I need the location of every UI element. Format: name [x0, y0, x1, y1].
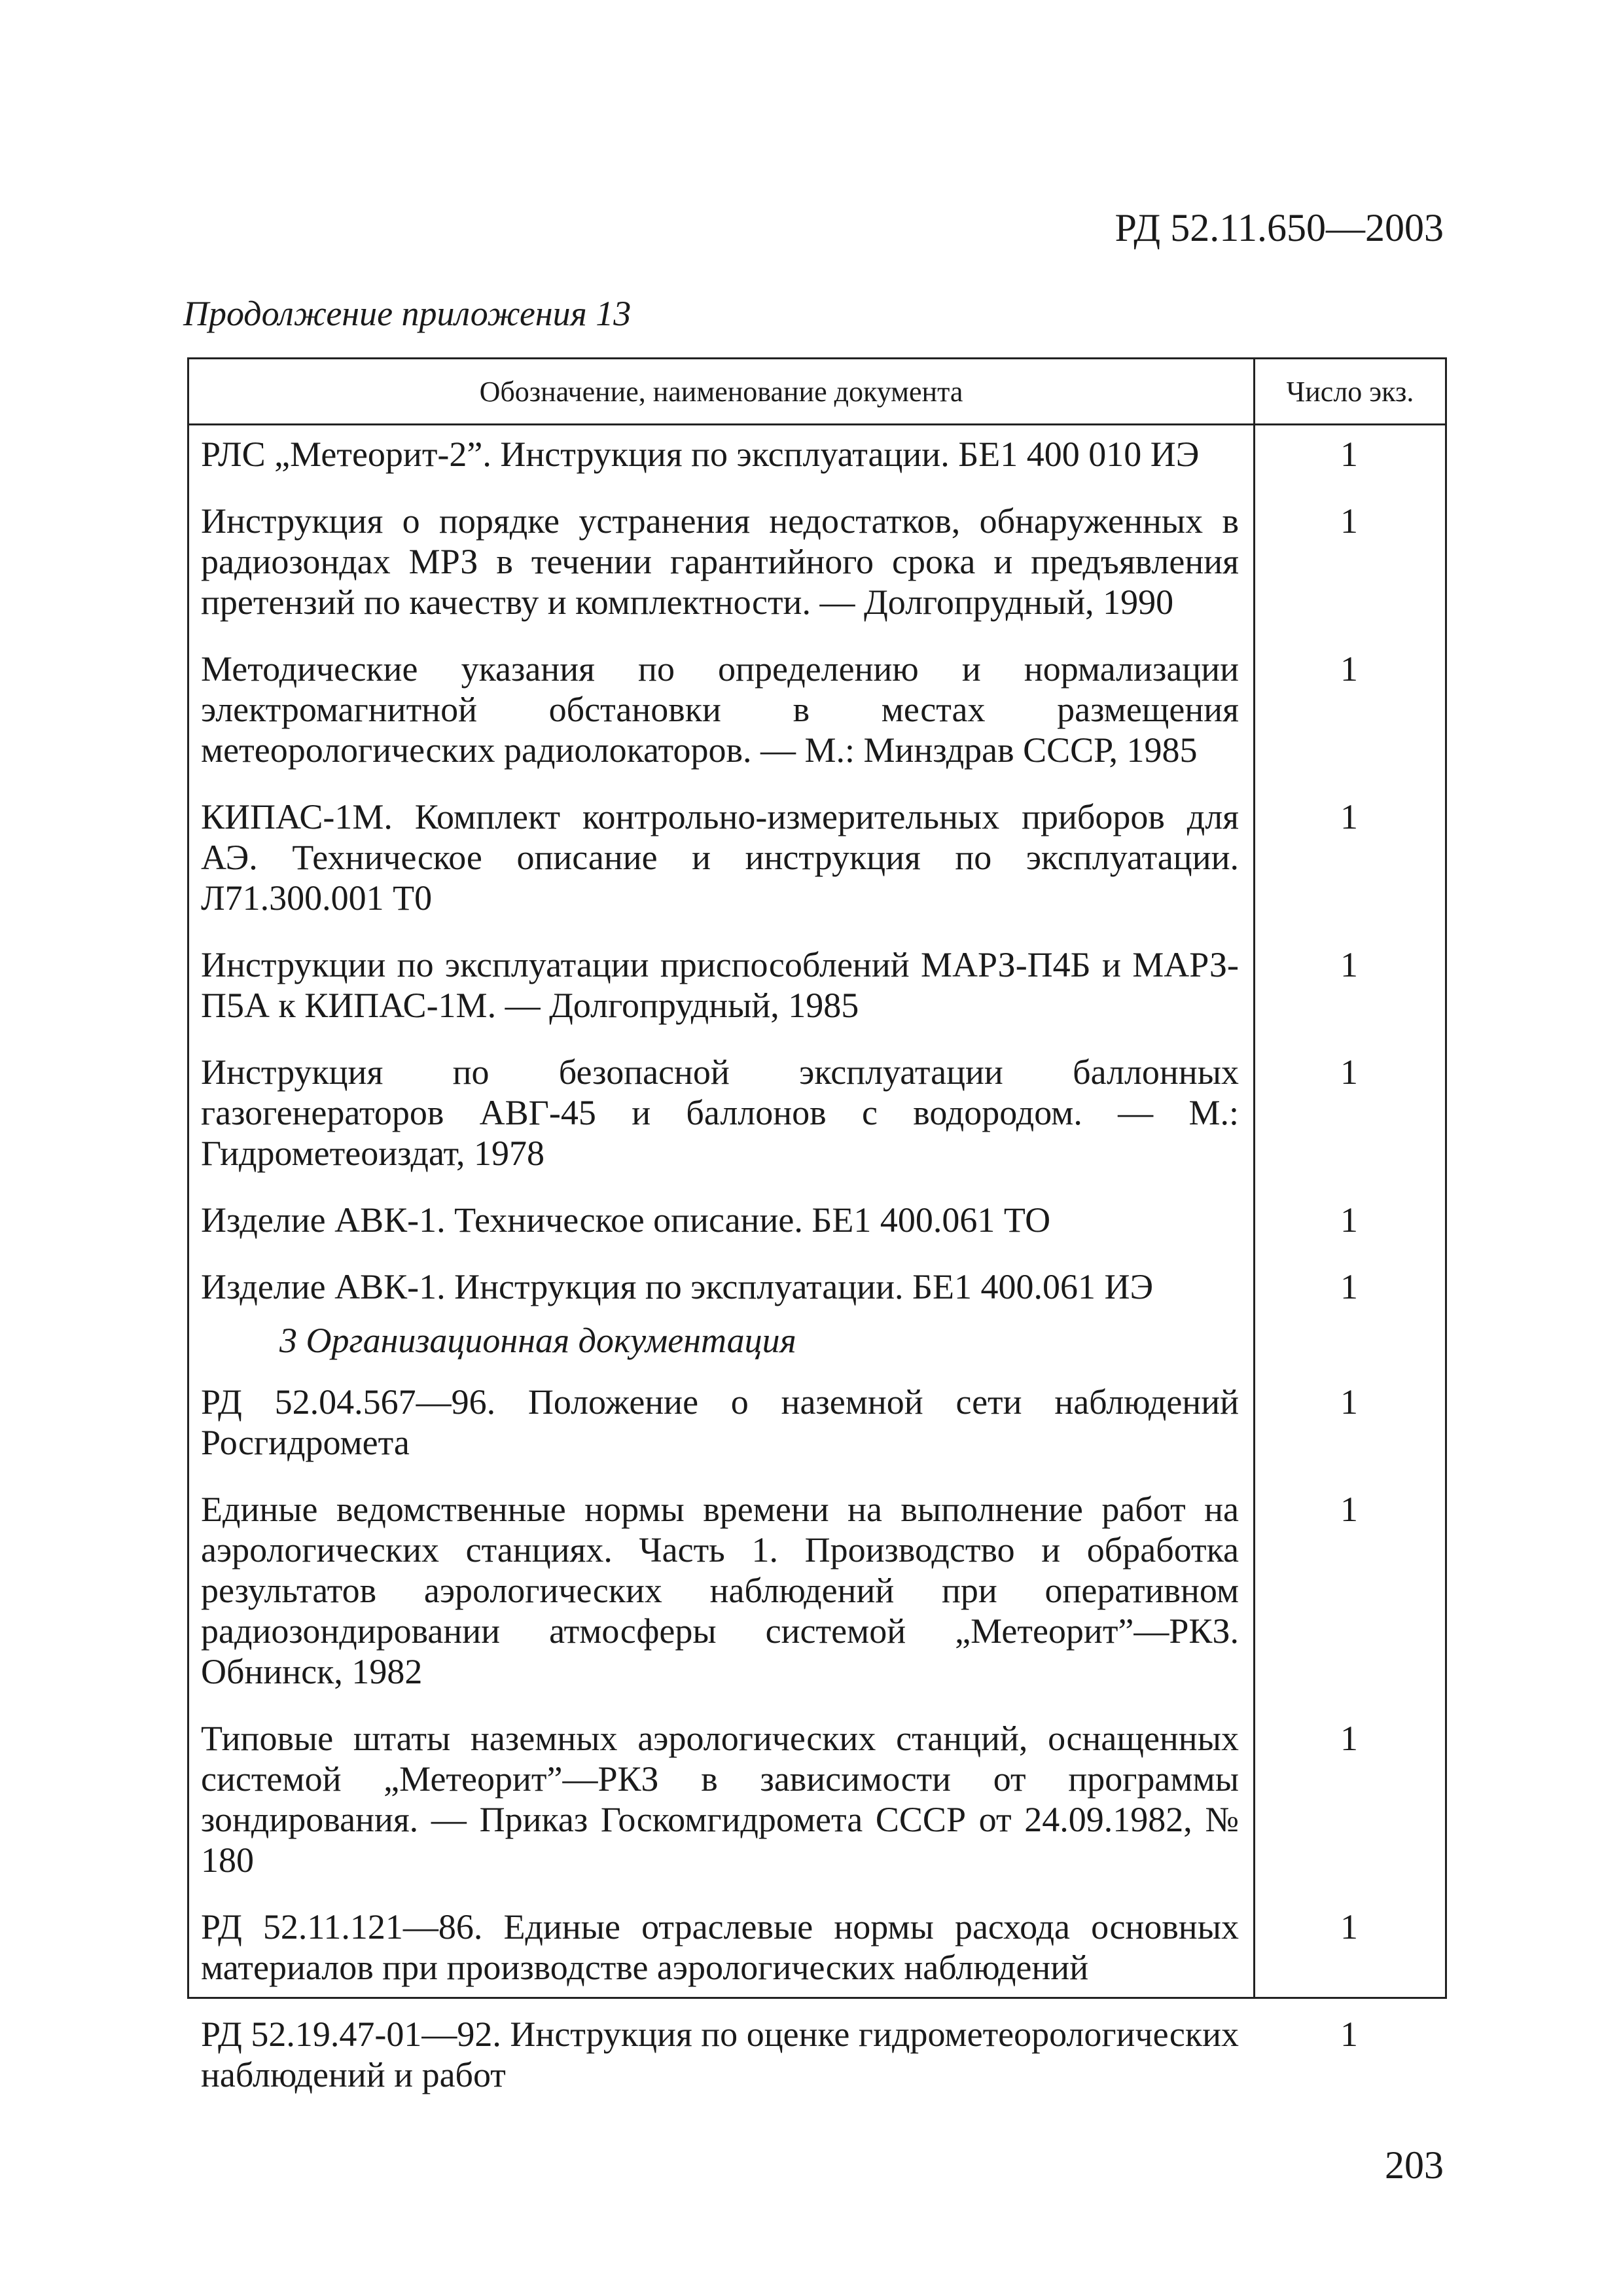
table-row	[189, 944, 1445, 1026]
row-copies-count: 1	[1340, 1719, 1358, 1758]
row-document-name: Изделие АВК-1. Техническое описание. БЕ1 400.061 ТО	[201, 1200, 1051, 1240]
table-row	[189, 1382, 1445, 1463]
table-row	[189, 1052, 1445, 1174]
continuation-caption: Продолжение приложения 13	[183, 294, 632, 333]
row-copies-count: 1	[1340, 945, 1358, 984]
documents-table	[187, 357, 1447, 2094]
row-document-name: РД 52.19.47-01—92. Инструкция по оценке гидрометеорологических наблюдений и работ	[201, 2015, 1239, 2094]
row-copies-count: 1	[1340, 501, 1358, 541]
table-row	[189, 649, 1445, 770]
row-copies-count: 1	[1340, 1052, 1358, 1092]
row-document-name: Инструкция по безопасной эксплуатации баллонных газогенераторов АВГ-45 и баллонов с водородом. — М.: Гидрометеоиздат, 1978	[201, 1052, 1239, 1173]
row-document-name: КИПАС-1М. Комплект контрольно-измерительных приборов для АЭ. Техническое описание и инструкция по эксплуатации. Л71.300.001 Т0	[201, 797, 1239, 918]
section-heading: 3 Организационная документация	[279, 1321, 796, 1360]
table-row	[189, 1907, 1445, 1988]
table-row	[189, 2014, 1445, 2095]
table-row	[189, 1266, 1445, 1307]
table-row	[189, 1200, 1445, 1240]
row-copies-count: 1	[1340, 1907, 1358, 1946]
row-copies-count: 1	[1340, 649, 1358, 689]
row-document-name: РЛС „Метеорит-2”. Инструкция по эксплуатации. БЕ1 400 010 ИЭ	[201, 435, 1200, 474]
header-name-column: Обозначение, наименование документа	[479, 375, 963, 408]
table-row	[189, 501, 1445, 622]
row-copies-count: 1	[1340, 1267, 1358, 1306]
row-document-name: Инструкция о порядке устранения недостатков, обнаруженных в радиозондах МРЗ в течении гарантийного срока и предъявления претензий по качеству и комплектности. — Долгопрудный, 1990	[201, 501, 1239, 622]
table-row	[189, 434, 1445, 475]
row-copies-count: 1	[1340, 797, 1358, 836]
row-copies-count: 1	[1340, 435, 1358, 474]
row-document-name: Изделие АВК-1. Инструкция по эксплуатации. БЕ1 400.061 ИЭ	[201, 1267, 1154, 1306]
row-copies-count: 1	[1340, 1490, 1358, 1529]
row-copies-count: 1	[1340, 1382, 1358, 1422]
row-copies-count: 1	[1340, 2015, 1358, 2054]
row-document-name: Инструкции по эксплуатации приспособлений МАРЗ-П4Б и МАРЗ-П5А к КИПАС-1М. — Долгопрудный, 1985	[201, 945, 1239, 1025]
row-document-name: РД 52.11.121—86. Единые отраслевые нормы расхода основных материалов при производстве аэрологических наблюдений	[201, 1907, 1239, 1987]
row-document-name: Типовые штаты наземных аэрологических станций, оснащенных системой „Метеорит”—РКЗ в зависимости от программы зондирования. — Приказ Госкомгидромета СССР от 24.09.1982, № 180	[201, 1719, 1239, 1880]
header-count-column: Число экз.	[1286, 375, 1414, 408]
row-copies-count: 1	[1340, 1200, 1358, 1240]
table-row	[189, 1489, 1445, 1692]
table-row	[189, 797, 1445, 918]
page-number: 203	[1385, 2144, 1444, 2187]
table-header	[189, 359, 1445, 425]
row-document-name: Единые ведомственные нормы времени на выполнение работ на аэрологических станциях. Часть 1. Производство и обработка результатов аэрологических наблюдений при оперативном радиозондировании атмосферы системой „Метеорит”—РКЗ. Обнинск, 1982	[201, 1490, 1239, 1691]
row-document-name: Методические указания по определению и нормализации электромагнитной обстановки в местах размещения метеорологических радиолокаторов. — М.: Минздрав СССР, 1985	[201, 649, 1239, 770]
table-row	[189, 1718, 1445, 1880]
row-document-name: РД 52.04.567—96. Положение о наземной сети наблюдений Росгидромета	[201, 1382, 1239, 1462]
table-body	[189, 434, 1445, 2095]
document-code: РД 52.11.650—2003	[1115, 206, 1444, 249]
